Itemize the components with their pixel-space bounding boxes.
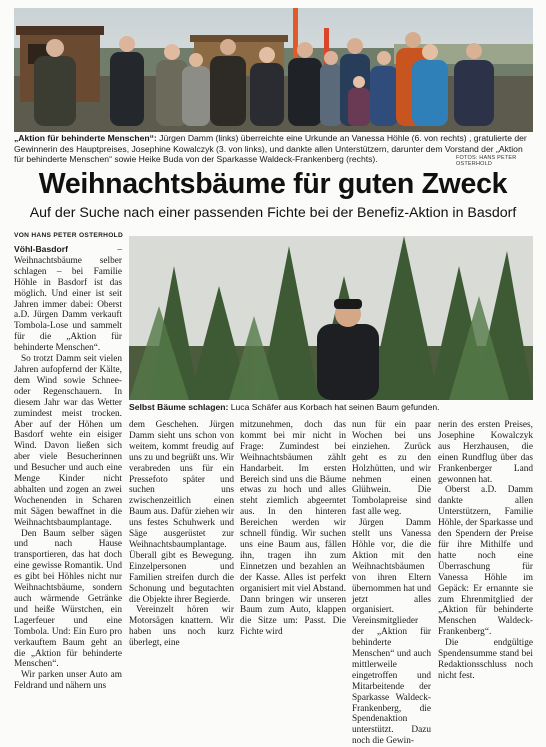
article-column-1 xyxy=(14,244,122,692)
col5-para-2: Oberst a.D. Damm dankte allen Unterstützern, Familie Höhle, der Sparkasse und den Spendern der Preise für ihre Mithilfe und hatte noch eine Überraschung für Vanessa Höhle im Gepäck: Er ernannte sie zum Ehrenmitglied der „Aktion für behinderte Menschen Waldeck-Frankenberg“. xyxy=(438,485,534,638)
article-column-2 xyxy=(129,420,234,649)
group-photo-illustration xyxy=(14,8,533,132)
col1-para-3: Den Baum selber sägen und nach Hause transportieren, das hat doch eine gewisse Romantik. Und es gibt bei Höhles nicht nur Weihnachtsbäume, sondern auch wärmende Getränke und heiße Würstchen, ein Lagerfeuer und eine Tombola. Und: Ein Euro pro verkauftem Baum geht an die „Aktion für behinderte Menschen“. xyxy=(14,528,122,670)
headline: Weihnachtsbäume für guten Zweck xyxy=(38,168,508,200)
col5-para-1: nerin des ersten Preises, Josephine Kowalczyk aus Herzhausen, die einen Rundflug über das Frankenberger Land gewonnen hat. xyxy=(438,420,533,485)
tree-photo-illustration xyxy=(129,236,533,400)
author-line: VON HANS PETER OSTERHOLD xyxy=(14,232,124,239)
col1-para-1 xyxy=(14,244,122,354)
article-column-5 xyxy=(438,420,533,682)
subheadline: Auf der Suche nach einer passenden Fichte bei der Benefiz-Aktion in Basdorf xyxy=(29,205,517,221)
col4-para-2: Jürgen Damm stellt uns Vanessa Höhle vor, die die Aktion mit den Weihnachtsbäumen von ihren Eltern übernommen hat und jetzt alles organisiert. Vereinsmitglieder der „Aktion für behinderte Menschen“ und auch mittlerweile eingetroffen und Mitarbeitende der Sparkasse Waldeck-Frankenberg, die Spendenaktion unterstützt. Dazu noch die Gewin- xyxy=(352,518,432,747)
col2-para-1: dem Geschehen. Jürgen Damm sieht uns schon von weitem, kommt freudig auf uns zu und begrüßt uns. Wir verabreden uns für ein Pressefoto später und suchen uns zwischenzeitlich einen Baum aus. Dafür ziehen wir uns festes Schuhwerk und Säge ausgerüstet zur Weihnachtsbaumplantage. Überall gibt es Bewegung. Einzelpersonen und Familien streifen durch die Schonung und begutachten die Objekte ihrer Begierde. xyxy=(129,420,234,605)
top-caption-text: Jürgen Damm (links) überreichte eine Urkunde an Vanessa Höhle (6. von rechts) , gratulierte der Gewinnerin des Hauptpreises, Josephine Kowalczyk (3. von links), und dankte allen Unterstützern, darunter dem Vorstand der „Aktion für behinderte Menschen“ sowie Heike Buda von der Sparkasse Waldeck-Frankenberg (rechts). xyxy=(14,133,527,164)
col3-para-1: mitzunehmen, doch das kommt bei mir nicht in Frage: Zumindest bei Weihnachtsbäumen zählt Handarbeit. Im ersten Bereich sind uns die Bäume etwas zu hoch und alles steht ziemlich abgeerntet aus. In den hinteren Bereichen werden wir schnell fündig. Wir suchen uns eine Baum aus, fällen ihn, tragen ihn zum Einnetzen und bezahlen an der Kasse. Alles ist perfekt organisiert mit viel Abstand. Dann bringen wir unseren Baum zum Auto, klappen die Sitze um: Passt. Die Fichte wird xyxy=(240,420,346,638)
tree-caption-lead: Selbst Bäume schlagen: xyxy=(129,402,229,412)
col1-para-2: So trotzt Damm seit vielen Jahren aufopfernd der Kälte, dem Wind sowie Schnee-oder Regenschauern. In diesem Jahr war das Wetter zumindest meist trocken. Aber auf der Höhen um Basdorf wehte ein eisiger Wind. Davon ließen sich aber viele Besucherinnen und Besucher und auch eine Menge Kinder nicht abhalten und zogen an zwei Wochenenden in Scharen mit Sägen bewaffnet in die Weihnachtsbaumplantage. xyxy=(14,354,122,528)
col1-para-1-text: – Weihnachtsbäume selber schlagen – bei Familie Höhle in Basdorf ist das möglich. Und einer ist seit Jahren immer dabei: Oberst a.D. Jürgen Damm verkauft Tombola-Lose und sammelt für die „Aktion für behinderte Menschen“. xyxy=(14,245,122,354)
article-column-3 xyxy=(240,420,346,638)
dateline: Vöhl-Basdorf xyxy=(14,244,68,254)
col4-para-1: nun für ein paar Wochen bei uns einziehen. Zurück geht es zu den Holzhütten, und wir nehmen einen Glühwein. Die Tombolapreise sind fast alle weg. xyxy=(352,420,431,518)
photo-credit: FOTOS: HANS PETER OSTERHOLD xyxy=(456,155,517,167)
tree-photo xyxy=(129,236,533,400)
top-caption-lead: „Aktion für behinderte Menschen“: xyxy=(14,133,157,143)
col2-para-2: Vereinzelt hören wir Motorsägen knattern. Wir haben uns noch kurz überlegt, eine xyxy=(129,605,234,649)
group-photo xyxy=(14,8,533,132)
tree-caption-text: Luca Schäfer aus Korbach hat seinen Baum gefunden. xyxy=(228,402,440,412)
col1-para-4: Wir parken unser Auto am Feldrand und nähern uns xyxy=(14,670,122,692)
col5-para-3: Die endgültige Spendensumme stand bei Redaktionsschluss noch nicht fest. xyxy=(438,638,533,681)
tree-photo-caption xyxy=(129,402,533,413)
article-column-4 xyxy=(352,420,431,747)
